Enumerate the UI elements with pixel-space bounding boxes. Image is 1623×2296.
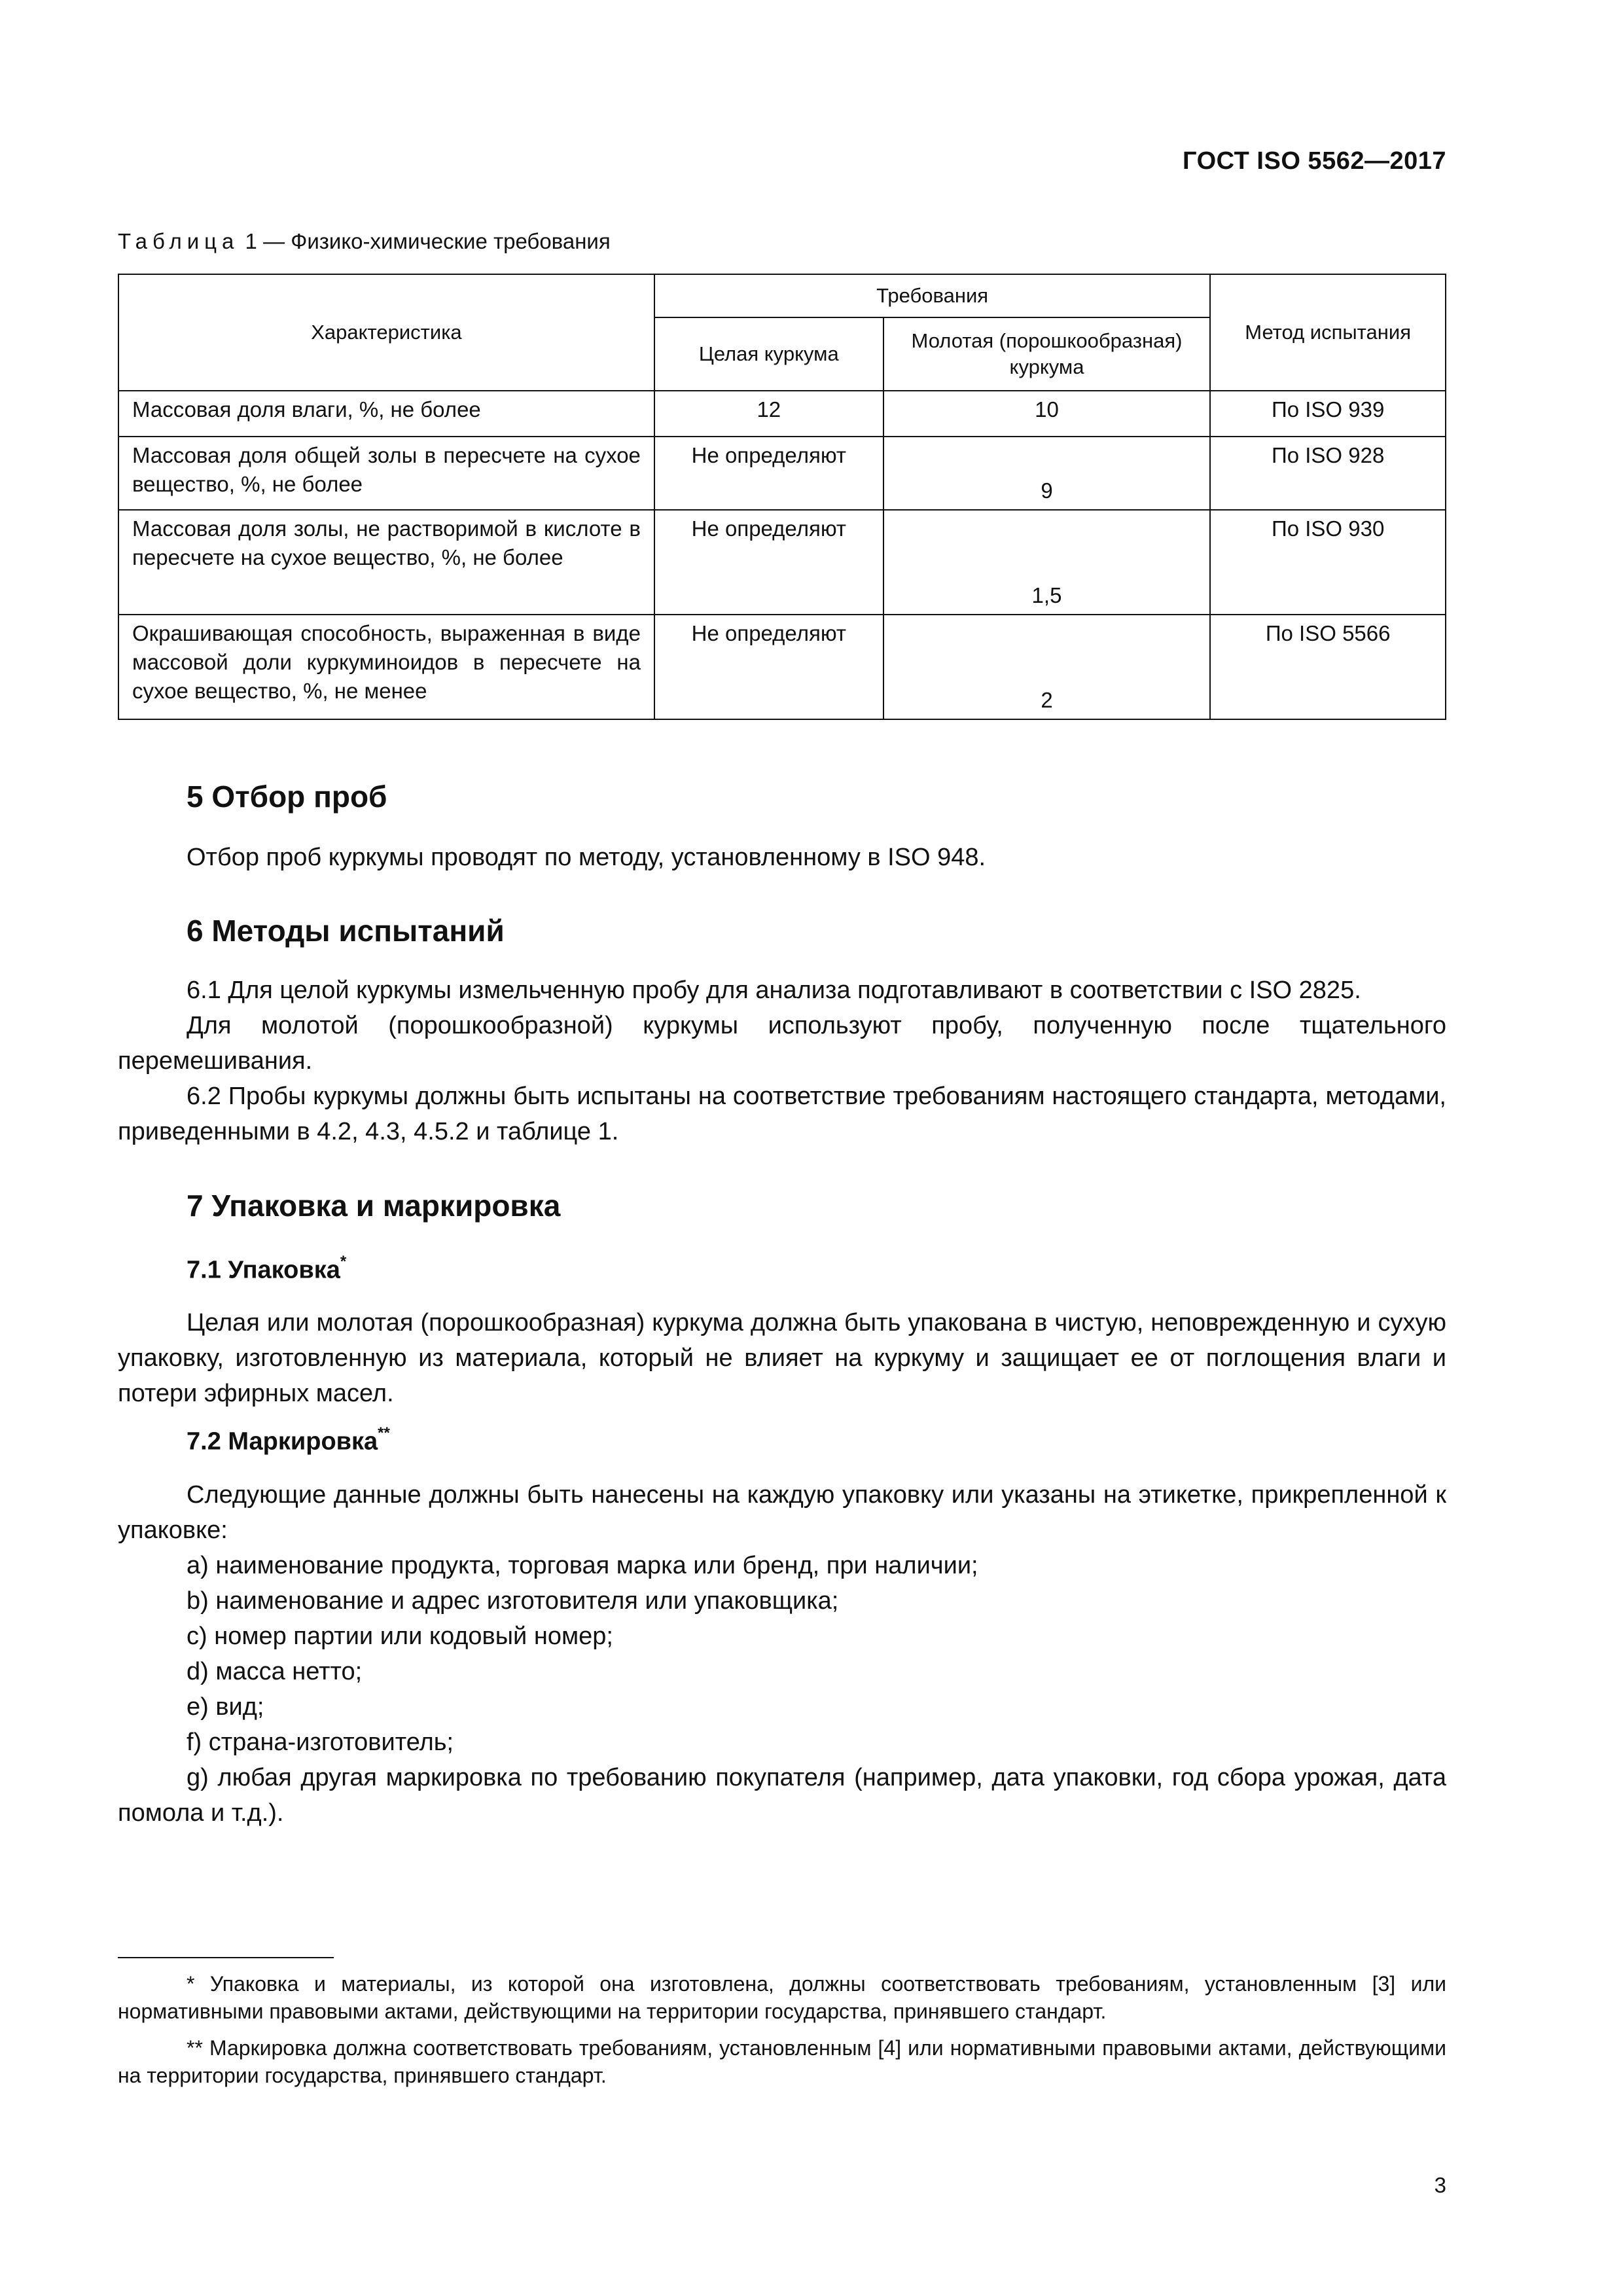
list-item: b) наименование и адрес изготовителя или упаковщика; [187,1587,839,1615]
table-row [118,391,1446,437]
header-ground: Молотая (порошкообразная) куркума [883,317,1211,391]
table-caption-title: 1 — Физико-химические требования [239,229,611,253]
header-method: Метод испытания [1210,274,1446,391]
section-5-title: 5 Отбор проб [187,780,387,814]
row-method: По ISO 939 [1210,391,1446,437]
list-item: e) вид; [187,1693,264,1721]
footnote-marker: * [340,1253,347,1270]
row-method: По ISO 930 [1210,510,1446,615]
row-ground-value: 10 [883,391,1211,437]
header-characteristic: Характеристика [118,274,654,391]
row-characteristic: Окрашивающая способность, выраженная в виде массовой доли куркуминоидов в пересчете на сухое вещество, %, не менее [118,615,654,719]
list-item: a) наименование продукта, торговая марка или бренд, при наличии; [187,1552,978,1579]
page-number: 3 [1434,2173,1446,2197]
table-caption-label: Таблица [118,229,240,253]
row-characteristic: Массовая доля влаги, %, не более [118,391,654,437]
subsection-7-2-intro: Следующие данные должны быть нанесены на каждую упаковку или указаны на этикетке, прикрепленной к упаковке: [118,1481,1446,1544]
row-ground-value: 9 [883,437,1211,510]
row-method: По ISO 5566 [1210,615,1446,719]
list-item: c) номер партии или кодовый номер; [187,1623,613,1650]
section-7-title: 7 Упаковка и маркировка [187,1189,561,1223]
row-whole-value: 12 [654,391,883,437]
table-row [118,615,1446,719]
section-6-paragraph-3: 6.2 Пробы куркумы должны быть испытаны на соответствие требованиям настоящего стандарта, методами, приведенными в 4.2, 4.3, 4.5.2 и таблице 1. [118,1083,1446,1145]
table-caption [118,229,611,254]
list-item: d) масса нетто; [187,1658,363,1685]
row-characteristic: Массовая доля золы, не растворимой в кислоте в пересчете на сухое вещество, %, не более [118,510,654,615]
footnote-marker: ** [378,1424,390,1442]
subsection-7-1-title: 7.1 Упаковка* [187,1253,347,1284]
section-5-text: Отбор проб куркумы проводят по методу, установленному в ISO 948. [187,844,986,871]
list-item: f) страна-изготовитель; [187,1729,454,1756]
subsection-7-2-title: 7.2 Маркировка** [187,1424,390,1456]
table-row [118,437,1446,510]
footnote-2: ** Маркировка должна соответствовать требованиям, установленным [4] или нормативными правовыми актами, действующими на территории государства, принявшего стандарт. [118,2036,1446,2087]
footnote-1: * Упаковка и материалы, из которой она изготовлена, должны соответствовать требованиям, установленным [3] или нормативными правовыми актами, действующими на территории государства, принявшего стандарт. [118,1972,1446,2023]
section-6-title: 6 Методы испытаний [187,914,505,948]
header-requirements: Требования [654,274,1210,317]
header-whole: Целая куркума [654,317,883,391]
row-ground-value: 2 [883,615,1211,719]
section-6-paragraph-1: 6.1 Для целой куркумы измельченную пробу для анализа подготавливают в соответствии с ISO 2825. [187,977,1361,1004]
requirements-table [118,274,1446,720]
row-method: По ISO 928 [1210,437,1446,510]
row-whole-value: Не определяют [654,510,883,615]
section-6-paragraph-2: Для молотой (порошкообразной) куркумы используют пробу, полученную после тщательного перемешивания. [118,1012,1446,1075]
subsection-7-1-text: Целая или молотая (порошкообразная) куркума должна быть упакована в чистую, неповрежденную и сухую упаковку, изготовленную из материала, который не влияет на куркуму и защищает ее от поглощения влаги и потери эфирных масел. [118,1309,1446,1407]
row-characteristic: Массовая доля общей золы в пересчете на сухое вещество, %, не более [118,437,654,510]
document-id: ГОСТ ISO 5562—2017 [1183,147,1446,175]
footnote-separator [118,1957,334,1958]
row-ground-value: 1,5 [883,510,1211,615]
table-row [118,510,1446,615]
list-item: g) любая другая маркировка по требованию покупателя (например, дата упаковки, год сбора урожая, дата помола и т.д.). [118,1764,1446,1827]
row-whole-value: Не определяют [654,615,883,719]
row-whole-value: Не определяют [654,437,883,510]
